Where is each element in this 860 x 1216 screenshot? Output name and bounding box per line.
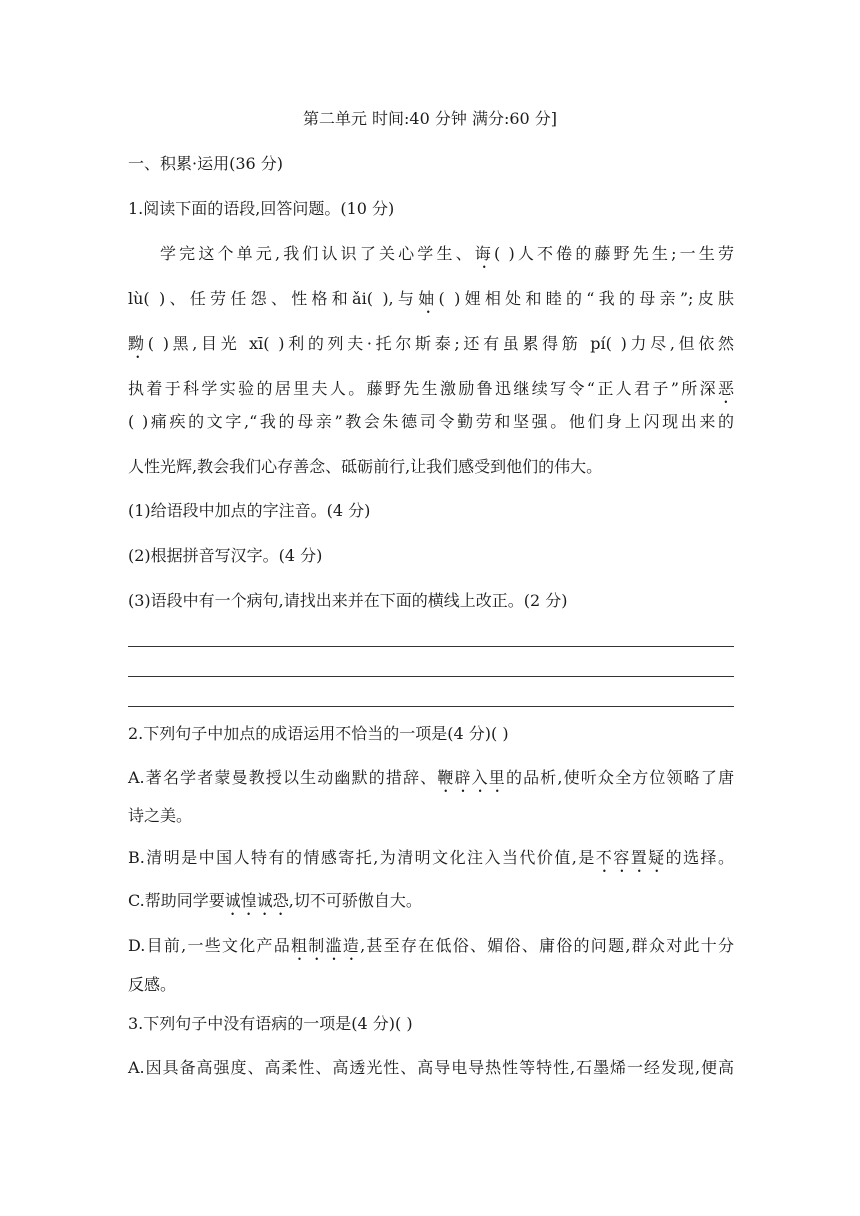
q3-option-a-line-1: A.因具备高强度、高柔性、高透光性、高导电导热性等特性,石墨烯一经发现,便高 (128, 1058, 734, 1077)
question-3-stem: 3.下列句子中没有语病的一项是(4 分)( ) (128, 1014, 413, 1033)
dotted-idiom: 诚惶诚恐 (224, 891, 289, 910)
answer-line-1[interactable] (128, 646, 734, 647)
dotted-char: 黝 (128, 334, 148, 353)
dotted-char: 恶 (717, 379, 734, 398)
dotted-char: 妯 (418, 289, 439, 308)
page-title: 第二单元 时间:40 分钟 满分:60 分] (302, 109, 558, 128)
sub-question-2: (2)根据拼音写汉字。(4 分) (128, 546, 323, 565)
option-c: C.帮助同学要诚惶诚恐,切不可骄傲自大。 (128, 891, 422, 910)
answer-line-3[interactable] (128, 706, 734, 707)
passage-line-6: 人性光辉,教会我们心存善念、砥砺前行,让我们感受到他们的伟大。 (128, 457, 603, 476)
passage-line-5: ( )痛疾的文字,“我的母亲”教会朱德司令勤劳和坚强。他们身上闪现出来的 (128, 412, 734, 431)
option-d-line-2: 反感。 (128, 975, 177, 994)
option-d-line-1: D.目前,一些文化产品粗制滥造,甚至存在低俗、媚俗、庸俗的问题,群众对此十分 (128, 936, 734, 955)
sub-question-1: (1)给语段中加点的字注音。(4 分) (128, 501, 371, 520)
dotted-idiom: 鞭辟入里 (437, 768, 506, 787)
sub-question-3: (3)语段中有一个病句,请找出来并在下面的横线上改正。(2 分) (128, 591, 568, 610)
answer-line-2[interactable] (128, 676, 734, 677)
section-heading: 一、积累·运用(36 分) (128, 154, 284, 173)
option-a-line-1: A.著名学者蒙曼教授以生动幽默的措辞、鞭辟入里的品析,使听众全方位领略了唐 (128, 768, 734, 787)
dotted-char: 诲 (474, 244, 494, 263)
passage-line-3: 黝( )黑,目光 xī( )利的列夫·托尔斯泰;还有虽累得筋 pí( )力尽,但依然 (128, 334, 734, 353)
passage-line-4: 执着于科学实验的居里夫人。藤野先生激励鲁迅继续写令“正人君子”所深恶 (128, 379, 734, 398)
passage-line-2: lù( )、任劳任怨、性格和ǎi( ),与妯( )娌相处和睦的“我的母亲”;皮肤 (128, 289, 734, 308)
dotted-idiom: 不容置疑 (595, 848, 666, 867)
option-b: B.清明是中国人特有的情感寄托,为清明文化注入当代价值,是不容置疑的选择。 (128, 848, 734, 867)
option-a-line-2: 诗之美。 (128, 806, 193, 825)
question-2-stem: 2.下列句子中加点的成语运用不恰当的一项是(4 分)( ) (128, 724, 509, 743)
dotted-idiom: 粗制滥造 (291, 936, 361, 955)
passage-line-1: 学完这个单元,我们认识了关心学生、诲( )人不倦的藤野先生;一生劳 (160, 244, 734, 263)
question-1-stem: 1.阅读下面的语段,回答问题。(10 分) (128, 199, 395, 218)
